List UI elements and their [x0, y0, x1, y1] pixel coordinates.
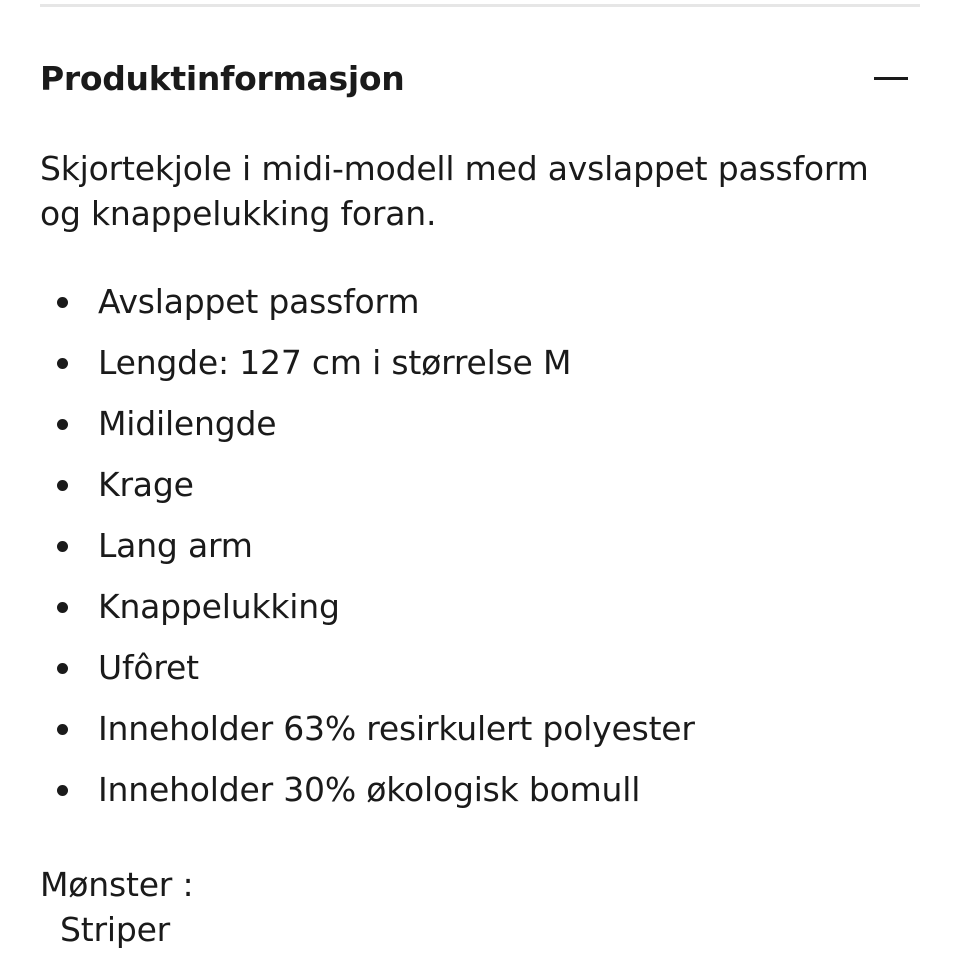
pattern-label: Mønster :: [40, 865, 194, 904]
feature-text: Krage: [98, 465, 194, 504]
list-item: [40, 759, 695, 820]
feature-text: Inneholder 30% økologisk bomull: [98, 770, 641, 809]
feature-text: Midilengde: [98, 404, 277, 443]
feature-text: Lang arm: [98, 526, 253, 565]
list-item: [40, 393, 695, 454]
bullet-icon: [57, 785, 68, 796]
top-divider: [40, 4, 920, 7]
minus-icon[interactable]: [874, 61, 908, 95]
feature-list: [40, 271, 695, 820]
feature-text: Ufôret: [98, 648, 199, 687]
product-info-accordion-header[interactable]: [40, 52, 908, 104]
bullet-icon: [57, 724, 68, 735]
pattern-value: Striper: [60, 910, 171, 949]
feature-text: Inneholder 63% resirkulert polyester: [98, 709, 695, 748]
product-description: Skjortekjole i midi-modell med avslappet passform og knappelukking foran.: [40, 149, 869, 233]
list-item: [40, 454, 695, 515]
list-item: [40, 515, 695, 576]
bullet-icon: [57, 358, 68, 369]
section-title: Produktinformasjon: [40, 58, 405, 98]
feature-text: Avslappet passform: [98, 282, 420, 321]
bullet-icon: [57, 541, 68, 552]
list-item: [40, 332, 695, 393]
feature-text: Knappelukking: [98, 587, 340, 626]
bullet-icon: [57, 663, 68, 674]
list-item: [40, 637, 695, 698]
pattern-info: [40, 862, 193, 952]
bullet-icon: [57, 602, 68, 613]
list-item: [40, 698, 695, 759]
list-item: [40, 576, 695, 637]
bullet-icon: [57, 419, 68, 430]
bullet-icon: [57, 297, 68, 308]
feature-text: Lengde: 127 cm i størrelse M: [98, 343, 572, 382]
bullet-icon: [57, 480, 68, 491]
list-item: [40, 271, 695, 332]
